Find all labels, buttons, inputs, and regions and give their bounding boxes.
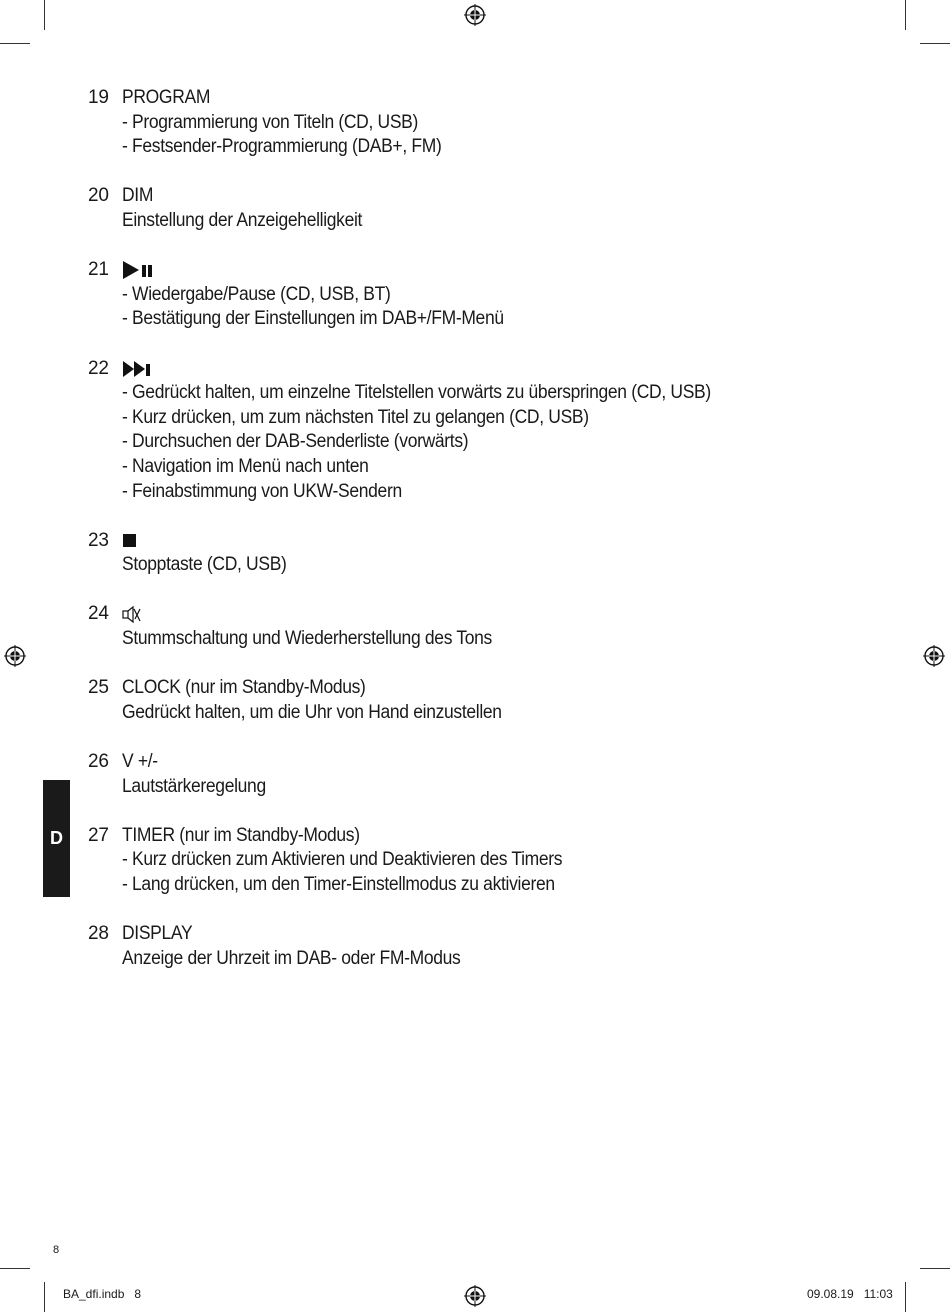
item-number: 26 bbox=[88, 751, 109, 773]
item-line: Stopptaste (CD, USB) bbox=[122, 554, 287, 576]
item-number: 19 bbox=[88, 87, 109, 108]
list-item bbox=[88, 357, 888, 505]
list-item bbox=[88, 602, 888, 651]
item-line: - Feinabstimmung von UKW-Sendern bbox=[122, 480, 402, 502]
crop-mark bbox=[920, 43, 950, 44]
item-number: 25 bbox=[88, 677, 109, 699]
registration-mark-icon bbox=[464, 4, 486, 26]
stop-icon bbox=[122, 533, 138, 549]
item-title: TIMER (nur im Standby-Modus) bbox=[122, 824, 360, 846]
language-tab-label: D bbox=[50, 828, 63, 848]
item-line: - Bestätigung der Einstellungen im DAB+/FM-Menü bbox=[122, 308, 504, 330]
item-line: - Kurz drücken, um zum nächsten Titel zu gelangen (CD, USB) bbox=[122, 406, 589, 428]
item-title: V +/- bbox=[122, 751, 158, 773]
list-item bbox=[88, 922, 888, 971]
item-number: 22 bbox=[88, 357, 109, 379]
item-number: 28 bbox=[88, 923, 109, 945]
item-number: 23 bbox=[88, 529, 109, 551]
item-line: Lautstärkeregelung bbox=[122, 775, 266, 797]
item-title: DISPLAY bbox=[122, 923, 193, 945]
item-title: CLOCK (nur im Standby-Modus) bbox=[122, 677, 366, 699]
page-number: 8 bbox=[53, 1244, 60, 1256]
registration-mark-icon bbox=[464, 1285, 486, 1307]
list-item bbox=[88, 184, 888, 233]
item-number: 27 bbox=[88, 824, 109, 846]
item-line: Stummschaltung und Wiederherstellung des Tons bbox=[122, 628, 492, 650]
item-line: - Durchsuchen der DAB-Senderliste (vorwärts) bbox=[122, 431, 469, 453]
button-description-list bbox=[88, 86, 888, 996]
item-number: 24 bbox=[88, 603, 109, 625]
item-line: Einstellung der Anzeigehelligkeit bbox=[122, 209, 363, 231]
item-line: - Kurz drücken zum Aktivieren und Deaktivieren des Timers bbox=[122, 849, 563, 871]
item-title: DIM bbox=[122, 185, 154, 207]
item-title: PROGRAM bbox=[122, 87, 211, 108]
list-item bbox=[88, 824, 888, 898]
registration-mark-icon bbox=[923, 645, 945, 667]
crop-mark bbox=[0, 43, 30, 44]
item-number: 21 bbox=[88, 259, 109, 281]
item-line: - Lang drücken, um den Timer-Einstellmodus zu aktivieren bbox=[122, 874, 555, 895]
mute-icon bbox=[122, 605, 142, 625]
slug-file: BA_dfi.indb 8 bbox=[63, 1287, 142, 1301]
list-item bbox=[88, 258, 888, 332]
skip-forward-icon bbox=[122, 360, 152, 378]
slug-date-time: 09.08.19 11:03 bbox=[807, 1287, 893, 1301]
item-line: - Programmierung von Titeln (CD, USB) bbox=[122, 111, 419, 133]
list-item bbox=[88, 529, 888, 578]
crop-mark bbox=[905, 1282, 906, 1312]
item-number: 20 bbox=[88, 185, 109, 207]
crop-mark bbox=[0, 1268, 30, 1269]
crop-mark bbox=[905, 0, 906, 30]
play-pause-icon bbox=[122, 261, 154, 279]
registration-mark-icon bbox=[4, 645, 26, 667]
item-line: - Festsender-Programmierung (DAB+, FM) bbox=[122, 136, 442, 158]
list-item bbox=[88, 86, 888, 160]
item-line: - Navigation im Menü nach unten bbox=[122, 455, 369, 477]
item-line: - Gedrückt halten, um einzelne Titelstellen vorwärts zu überspringen (CD, USB) bbox=[122, 382, 711, 404]
crop-mark bbox=[44, 1282, 45, 1312]
list-item bbox=[88, 676, 888, 725]
list-item bbox=[88, 750, 888, 799]
item-line: Anzeige der Uhrzeit im DAB- oder FM-Modus bbox=[122, 947, 461, 969]
language-tab bbox=[43, 780, 70, 897]
crop-mark bbox=[44, 0, 45, 30]
item-line: Gedrückt halten, um die Uhr von Hand einzustellen bbox=[122, 701, 502, 723]
crop-mark bbox=[920, 1268, 950, 1269]
item-line: - Wiedergabe/Pause (CD, USB, BT) bbox=[122, 283, 391, 305]
